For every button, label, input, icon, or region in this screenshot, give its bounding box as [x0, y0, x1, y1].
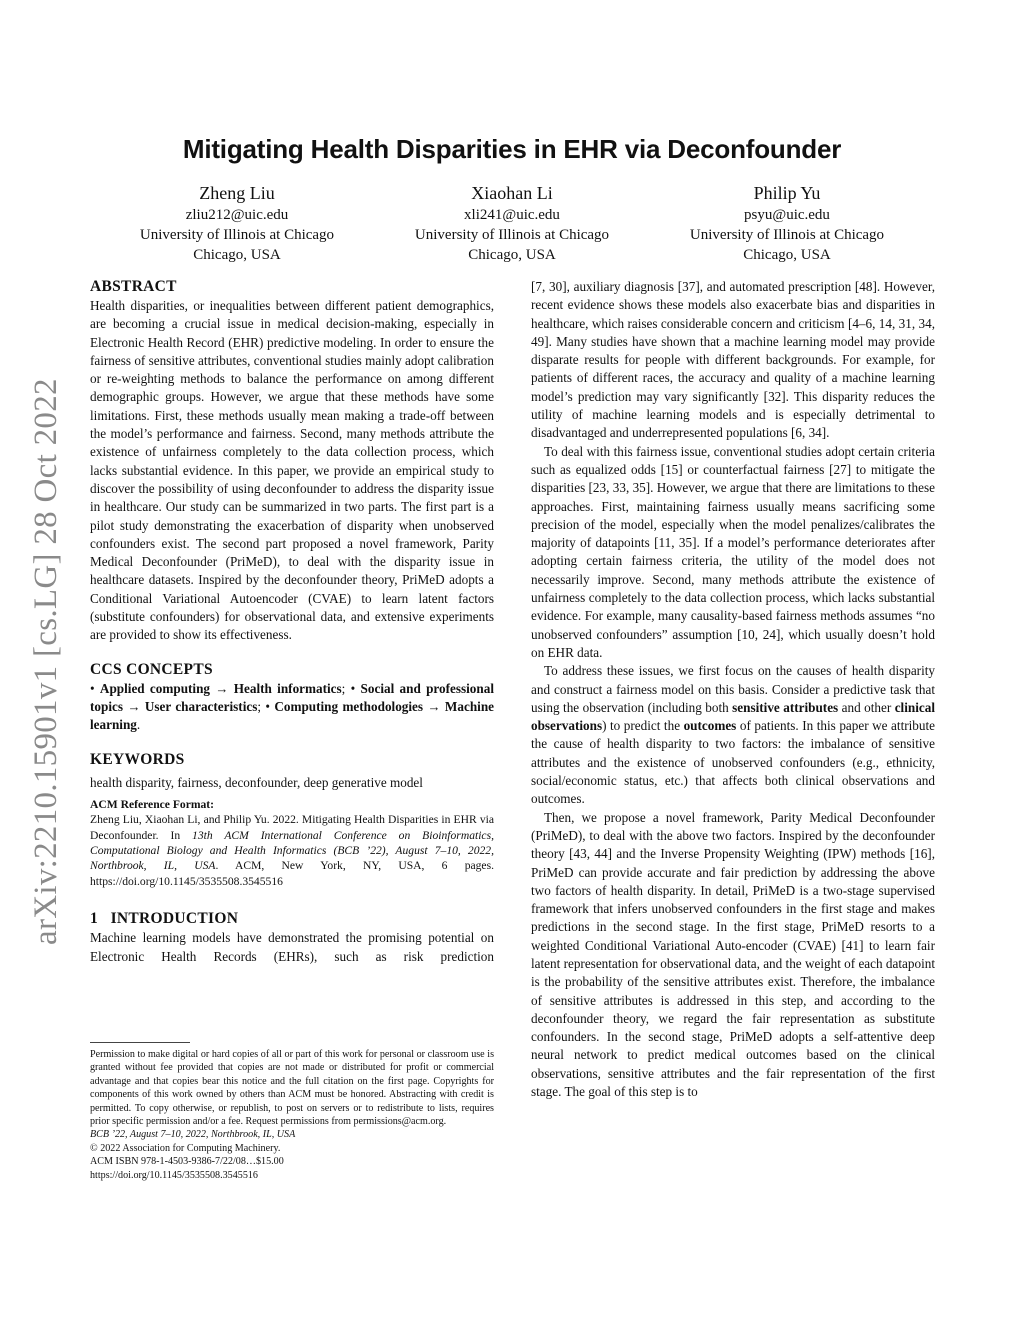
paragraph-text: ) to predict the: [602, 718, 684, 734]
acm-reference: [90, 797, 494, 889]
left-column: [90, 277, 494, 966]
permission-notice: Permission to make digital or hard copies of all or part of this work for personal or classroom use is granted without fee provided that copies are not made or distributed for profit or commercial advantage and that copies bear this notice and the full citation on the first page. Copyrights for components of this work owned by others than ACM must be honored. Abstracting with credit is permitted. To copy otherwise, or republish, to post on servers or to redistribute to lists, requires prior specific permission and/or a fee. Request permissions from permissions@acm.org.: [90, 1049, 494, 1128]
intro-paragraph: [7, 30], auxiliary diagnosis [37], and automated prescription [48]. However, recent evidence shows these models also exacerbate bias and disparities in healthcare, which raises considerable concern and criticism [4–6, 14, 31, 34, 49]. Many studies have shown that a machine learning model may provide disparate results for people with different backgrounds. For example, for patients of different races, the accuracy and quality of a machine learning model’s prediction may vary significantly [32]. This disparity reduces the utility of machine learning models and is especially detrimental to disadvantaged and underrepresented populations [6, 34].: [531, 279, 935, 441]
intro-paragraph: Then, we propose a novel framework, Parity Medical Deconfounder (PriMeD), to deal with the above two factors. Inspired by the deconfounder theory [43, 44] and the Inverse Propensity Weighting (IPW) methods [16], PriMeD can provide accurate and fair prediction by addressing the above two factors of health disparity. In detail, PriMeD is a two-stage supervised framework that infers unobserved confounders in the first stage and makes predictions in the second stage. In the first stage, PriMeD resorts to a weighted Conditional Variational Auto-encoder (CVAE) [41] to learn fair latent representation for observational data, and the weight of each datapoint is the probability of the sensitive attributes exist. Therefore, the imbalance of sensitive attributes is addressed in this step, and according to the deconfounder theory, we regard the fair representation as substitute confounders. In the second stage, PriMeD adopts a self-attentive deep neural network to predict medical outcomes based on the clinical observations, sensitive attributes and the fair representation of the first stage. The goal of this step is to: [531, 809, 935, 1100]
author-location: Chicago, USA: [743, 247, 831, 263]
right-column: [531, 278, 935, 1101]
author-name: Zheng Liu: [199, 183, 275, 203]
ccs-concept: Social and professional topics → User characteristics: [90, 680, 494, 714]
acm-reference-heading: ACM Reference Format:: [90, 797, 215, 811]
author-email[interactable]: zliu212@uic.edu: [185, 207, 289, 223]
ccs-bullet: •: [90, 680, 100, 696]
keywords-text: health disparity, fairness, deconfounder, deep generative model: [90, 774, 423, 790]
author-location: Chicago, USA: [468, 247, 556, 263]
acm-reference-text: Zheng Liu, Xiaohan Li, and Philip Yu. 2022. Mitigating Health Disparities in EHR via Deconfounder. In: [90, 813, 494, 842]
footnote-doi[interactable]: https://doi.org/10.1145/3535508.3545516: [90, 1169, 258, 1181]
author-affiliation: University of Illinois at Chicago: [139, 227, 335, 243]
footnote-venue: BCB ’22, August 7–10, 2022, Northbrook, IL, USA: [90, 1129, 296, 1141]
ccs-bullet: •: [350, 680, 361, 696]
author-block: [382, 182, 642, 265]
paragraph-text: To address these issues, we first focus on the causes of health disparity and construct a fairness model on this basis. Consider a predictive task that using the observation (including both: [531, 663, 935, 715]
author-location: Chicago, USA: [193, 247, 281, 263]
arxiv-stamp: arXiv:2210.15901v1 [cs.LG] 28 Oct 2022: [28, 378, 64, 945]
author-email[interactable]: xli241@uic.edu: [464, 207, 560, 223]
intro-paragraph: Machine learning models have demonstrated the promising potential on Electronic Health Records (EHRs), such as risk prediction: [90, 930, 494, 964]
emphasized-term: clinical observations: [531, 699, 935, 734]
paper-title: Mitigating Health Disparities in EHR via Deconfounder: [182, 134, 842, 164]
paragraph-text: and other: [838, 699, 895, 715]
author-block: [657, 182, 917, 265]
author-block: [107, 182, 367, 265]
footnote-divider: [90, 1042, 190, 1043]
introduction-heading: [90, 909, 494, 929]
author-email[interactable]: psyu@uic.edu: [744, 207, 830, 223]
emphasized-term: outcomes: [683, 718, 737, 734]
abstract-heading: ABSTRACT: [90, 278, 177, 295]
ccs-separator: .: [136, 717, 141, 733]
emphasized-term: sensitive attributes: [732, 699, 839, 715]
acm-reference-venue: 13th ACM International Conference on Bioinformatics, Computational Biology and Health Informatics (BCB ’22), August 7–10, 2022, Northbrook, IL, USA: [90, 828, 494, 873]
footnote: [90, 1048, 494, 1182]
ccs-separator: ;: [257, 698, 266, 714]
ccs-bullet: •: [265, 698, 275, 714]
abstract-text: Health disparities, or inequalities between different patient demographics, are becoming a crucial issue in medical decision-making, especially in Electronic Health Record (EHR) predictive modeling. In order to ensure the fairness of sensitive attributes, conventional studies mainly adopt calibration or re-weighting methods to balance the performance on among different demographic groups. However, we argue that these methods have some limitations. First, these methods usually mean making a trade-off between the model’s performance and fairness. Second, many methods attribute the existence of unfairness completely to the data collection process, which lacks substantial evidence. In this paper, we provide an empirical study to discover the possibility of using deconfounder to address the disparity issue in healthcare. Our study can be summarized in two parts. The first part is a pilot study demonstrating the exacerbation of disparity when unobserved confounders exist. The second part proposed a novel framework, Parity Medical Deconfounder (PriMeD), to deal with the disparity issue in healthcare datasets. Inspired by the deconfounder theory, PriMeD adopts a Conditional Variational Autoencoder (CVAE) to learn latent factors (substitute confounders) for observational data, and extensive experiments are provided to show its effectiveness.: [90, 298, 494, 643]
section-number: 1: [90, 910, 99, 928]
section-title: INTRODUCTION: [110, 910, 239, 928]
ccs-separator: ;: [341, 680, 351, 696]
footnote-isbn: ACM ISBN 978-1-4503-9386-7/22/08…$15.00: [90, 1156, 284, 1168]
ccs-concepts: [90, 680, 494, 735]
intro-paragraph: To deal with this fairness issue, conventional studies adopt certain criteria such as equalized odds [15] or counterfactual fairness [27] to mitigate the disparities [23, 33, 35]. However, we argue that there are limitations to these approaches. First, maintaining fairness usually means sacrificing some precision of the model, especially when the model penalizes/calibrates the majority of datapoints [11, 35]. If a model’s performance deteriorates after adopting certain fairness criteria, the utility of the model does not necessarily improve. Second, many methods attribute the existence of unfairness completely to the data collection process, which lacks substantial evidence. For example, many causality-based fairness methods assumes “no unobserved confounders” assumption [10, 24], which usually doesn’t hold on EHR data.: [531, 443, 935, 660]
intro-paragraph: [531, 662, 935, 808]
author-affiliation: University of Illinois at Chicago: [414, 227, 610, 243]
author-name: Philip Yu: [753, 183, 821, 203]
paragraph-text: of patients. In this paper we attribute the cause of health disparity to two factors: the imbalance of sensitive attributes and the existence of unobserved confounders (e.g., ethnicity, social/economic status, etc.) that affects both clinical observations and outcomes.: [531, 718, 935, 807]
author-name: Xiaohan Li: [471, 183, 553, 203]
keywords-heading: KEYWORDS: [90, 750, 185, 768]
author-affiliation: University of Illinois at Chicago: [689, 227, 885, 243]
footnote-copyright: © 2022 Association for Computing Machinery.: [90, 1142, 281, 1154]
ccs-concept: Applied computing → Health informatics: [99, 680, 342, 696]
ccs-concept: Computing methodologies → Machine learning: [90, 698, 495, 733]
ccs-heading: CCS CONCEPTS: [90, 660, 213, 678]
acm-reference-doi[interactable]: . ACM, New York, NY, USA, 6 pages. https://doi.org/10.1145/3535508.3545516: [90, 859, 494, 888]
